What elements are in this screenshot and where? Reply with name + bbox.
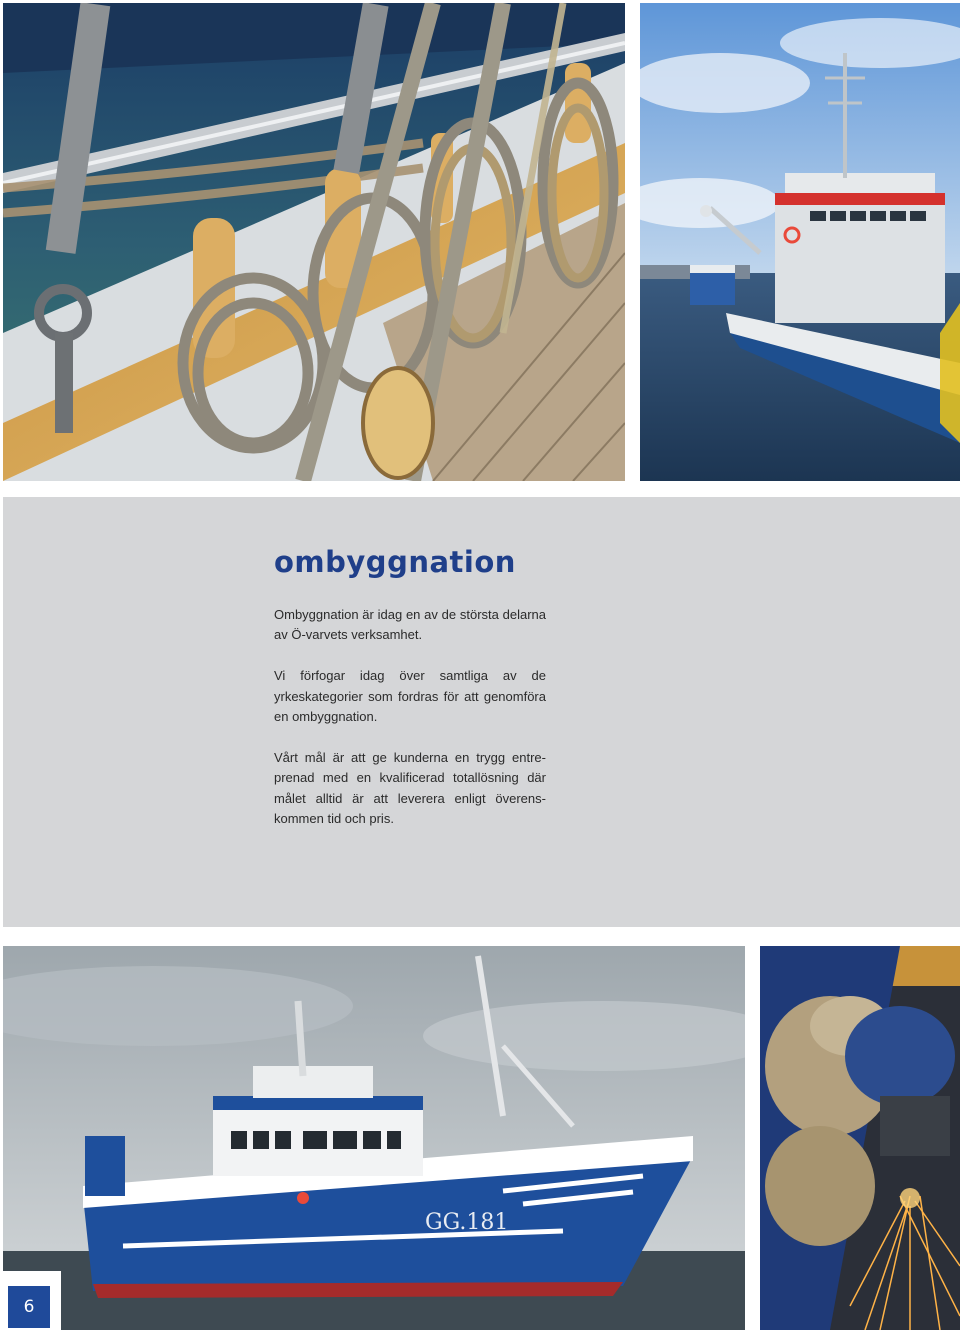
section-heading: ombyggnation bbox=[274, 545, 516, 579]
body-text bbox=[274, 605, 546, 850]
photo-harbor-vessel bbox=[640, 3, 960, 481]
page-number: 6 bbox=[8, 1286, 50, 1328]
text-panel bbox=[3, 497, 960, 927]
photo-ship-ropes bbox=[3, 3, 625, 481]
paragraph-intro: Ombyggnation är idag en av de största delarna av Ö-varvets verksamhet. bbox=[274, 607, 546, 643]
photo-angle-grinder bbox=[760, 946, 960, 1330]
paragraph-professions: Vi förfogar idag över samtliga av de yrkeskategorier som fordras för att genomföra en ombyggnation. bbox=[274, 668, 546, 725]
photo-fishing-trawler bbox=[3, 946, 745, 1330]
trawler-hull-marking: GG.181 bbox=[425, 1210, 509, 1235]
paragraph-goal: Vårt mål är att ge kunderna en trygg entreprenad med en kvalificerad totallösning där målet alltid är att leverera enligt överenskommen tid och pris. bbox=[274, 749, 546, 827]
page-number-area bbox=[3, 1271, 61, 1330]
